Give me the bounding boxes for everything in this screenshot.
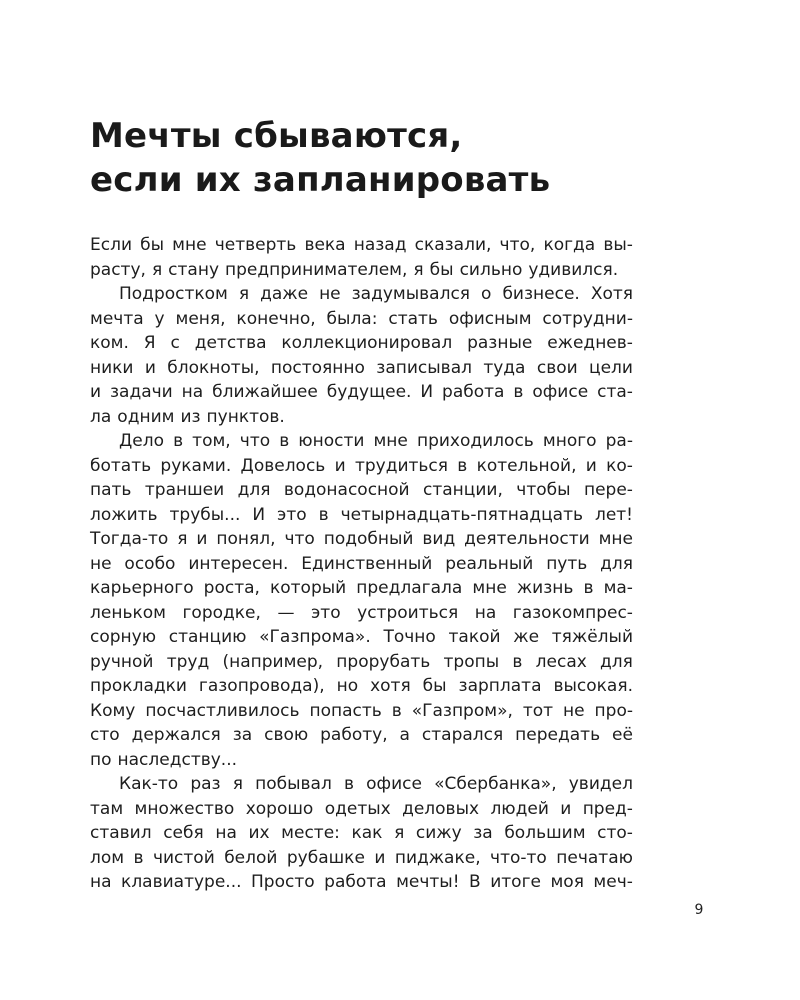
word: ко- xyxy=(606,455,633,476)
word: стать xyxy=(388,308,438,329)
word: побывал xyxy=(255,774,332,794)
word: в xyxy=(318,504,329,525)
text-line xyxy=(90,282,633,307)
word: сорную xyxy=(90,627,157,647)
word: же xyxy=(513,627,540,647)
word: разные xyxy=(467,333,533,353)
word: мечта xyxy=(90,308,144,329)
text-line xyxy=(90,723,633,748)
word: И xyxy=(252,504,266,525)
word: я xyxy=(151,259,163,280)
word: деятельности xyxy=(464,529,590,549)
word: на xyxy=(181,382,204,402)
word: Как-то xyxy=(119,774,179,794)
word: ежеднев- xyxy=(547,333,633,353)
text-line xyxy=(90,601,633,626)
word: их xyxy=(248,823,270,843)
word: вы- xyxy=(603,235,633,255)
word: что, xyxy=(499,235,536,255)
word: четверть xyxy=(214,235,297,255)
word: работу, xyxy=(320,725,388,745)
word: Я xyxy=(143,333,156,353)
word: там xyxy=(90,798,124,819)
word: стану xyxy=(168,259,220,280)
word: даже xyxy=(260,284,309,304)
word: устроиться xyxy=(357,602,459,623)
word: ботать xyxy=(90,455,152,476)
word: ставил xyxy=(90,823,152,843)
word: особо xyxy=(124,553,176,574)
word: тот xyxy=(522,700,554,721)
text-line xyxy=(90,331,633,356)
word: карьерного xyxy=(90,578,194,598)
word: для xyxy=(600,553,633,574)
word: ближайшее xyxy=(212,382,318,402)
word: Кому xyxy=(90,700,136,721)
word: в xyxy=(512,651,523,672)
word: сказали, xyxy=(414,235,492,255)
word: детства xyxy=(194,333,267,353)
word: о xyxy=(481,284,492,304)
word: мечты! xyxy=(396,872,460,892)
word: ручной xyxy=(90,651,154,672)
text-line xyxy=(90,772,633,797)
word: но xyxy=(336,676,359,696)
word: в xyxy=(391,700,402,721)
word: газопровода), xyxy=(198,676,325,696)
word: назад xyxy=(353,235,407,255)
word: из xyxy=(180,406,201,427)
word: месте: xyxy=(281,823,340,843)
word: Подростком xyxy=(119,284,228,304)
word: я xyxy=(238,284,250,304)
word: деловых xyxy=(402,798,480,819)
word: что xyxy=(284,529,315,549)
word: и xyxy=(196,529,208,549)
word: Тогда-то xyxy=(90,529,169,549)
word: задумывался xyxy=(351,284,471,304)
word: Единственный xyxy=(301,553,433,574)
word: понял, xyxy=(216,529,276,549)
word: мне xyxy=(373,431,408,451)
word: одетых xyxy=(324,798,391,819)
word: ложить xyxy=(90,504,158,525)
word: ма- xyxy=(603,578,633,598)
text-line xyxy=(90,429,633,454)
word: что-то xyxy=(490,847,547,868)
word: ники xyxy=(90,357,134,378)
word: на xyxy=(90,872,112,892)
word: конечно, xyxy=(236,308,316,329)
word: том, xyxy=(192,431,231,451)
word: в xyxy=(457,455,468,476)
word: руками. xyxy=(160,455,232,476)
word: пать xyxy=(90,480,132,500)
word: это xyxy=(277,504,307,525)
word: бы xyxy=(429,259,454,280)
word: в xyxy=(583,578,594,598)
word: бизнесе. xyxy=(502,284,580,304)
word: задачи xyxy=(110,382,173,402)
word: сто- xyxy=(597,823,633,843)
word: это xyxy=(310,602,341,623)
word: котельной, xyxy=(476,455,577,476)
word: мне xyxy=(472,578,507,598)
body-text xyxy=(90,233,633,895)
word: белой xyxy=(224,847,278,868)
word: старался xyxy=(421,725,504,745)
word: Просто xyxy=(251,872,315,892)
word: про- xyxy=(594,700,633,721)
word: не xyxy=(563,700,585,721)
word: как xyxy=(351,823,383,843)
word: работа xyxy=(442,382,505,402)
word: чистой xyxy=(152,847,215,868)
text-line xyxy=(90,503,633,528)
word: и xyxy=(560,798,572,819)
word: её xyxy=(612,725,633,745)
word: будущее. xyxy=(326,382,412,402)
word: ра- xyxy=(605,431,633,451)
text-line xyxy=(90,307,633,332)
word: который xyxy=(269,578,347,598)
word: я xyxy=(177,529,188,549)
word: станции, xyxy=(423,480,503,500)
text-line xyxy=(90,821,633,846)
word: юности xyxy=(298,431,365,451)
word: вид xyxy=(422,529,456,549)
word: (например, xyxy=(222,651,324,672)
word: в xyxy=(133,847,144,868)
word: роста, xyxy=(203,578,260,598)
text-line xyxy=(90,650,633,675)
word: была: xyxy=(326,308,378,329)
word: лом xyxy=(90,847,125,868)
word: Дело xyxy=(119,431,165,451)
word: хотя xyxy=(370,676,411,696)
word: меня, xyxy=(175,308,226,329)
word: постоянно xyxy=(270,357,365,378)
word: пунктов. xyxy=(206,406,285,427)
text-line xyxy=(90,674,633,699)
word: века xyxy=(304,235,346,255)
word: ста- xyxy=(597,382,633,402)
word: цели xyxy=(589,357,633,378)
word: интересен. xyxy=(188,553,289,574)
text-line xyxy=(90,478,633,503)
word: посчастливилось xyxy=(145,700,300,721)
word: — xyxy=(277,602,295,623)
word: в xyxy=(173,431,184,451)
word: и xyxy=(144,357,156,378)
text-line xyxy=(90,233,633,258)
text-line xyxy=(90,454,633,479)
word: бы xyxy=(140,235,165,255)
word: лесах xyxy=(535,651,587,672)
word: Если xyxy=(90,235,133,255)
word: газокомпрес- xyxy=(512,602,633,623)
word: труд xyxy=(166,651,210,672)
word: итоге xyxy=(490,872,541,892)
word: пиджаке, xyxy=(394,847,481,868)
word: сотрудни- xyxy=(542,308,633,329)
word: и xyxy=(90,382,102,402)
word: Точно xyxy=(383,627,436,647)
word: рубашке xyxy=(286,847,365,868)
word: сижу xyxy=(415,823,462,843)
word: хорошо xyxy=(245,798,314,819)
text-line xyxy=(90,527,633,552)
word: я xyxy=(394,823,405,843)
text-line xyxy=(90,258,633,283)
text-line xyxy=(90,625,633,650)
word: подобный xyxy=(323,529,414,549)
text-line xyxy=(90,405,633,430)
word: мне xyxy=(172,235,207,255)
text-line xyxy=(90,356,633,381)
word: свою xyxy=(264,725,309,745)
word: траншеи xyxy=(144,480,225,500)
word: когда xyxy=(543,235,596,255)
word: передать xyxy=(515,725,601,745)
text-line xyxy=(90,576,633,601)
word: прокладки xyxy=(90,676,187,696)
word: И xyxy=(420,382,434,402)
word: Хотя xyxy=(590,284,633,304)
word: мне xyxy=(598,529,633,549)
word: путь xyxy=(546,553,588,574)
word: много xyxy=(542,431,597,451)
word: станцию xyxy=(168,627,247,647)
word: я xyxy=(232,774,243,794)
word: и xyxy=(334,455,346,476)
page-number: 9 xyxy=(694,902,704,918)
word: для xyxy=(237,480,271,500)
text-line xyxy=(90,870,633,895)
word: жизнь xyxy=(516,578,574,598)
text-line xyxy=(90,748,633,773)
chapter-title-line-2: если их запланировать xyxy=(90,160,551,200)
word: а xyxy=(399,725,410,745)
word: предпринимателем, xyxy=(225,259,408,280)
word: множество xyxy=(134,798,235,819)
word: чтобы xyxy=(516,480,571,500)
chapter-title-line-1: Мечты сбываются, xyxy=(90,116,463,156)
word: свои xyxy=(536,357,578,378)
word: пред- xyxy=(582,798,633,819)
word: офисным xyxy=(448,308,532,329)
word: держался xyxy=(131,725,221,745)
word: блокноты, xyxy=(167,357,260,378)
word: четырнадцать-пятнадцать xyxy=(340,504,583,525)
word: сто xyxy=(90,725,120,745)
word: «Газпром», xyxy=(411,700,513,721)
word: реальный xyxy=(445,553,534,574)
word: за xyxy=(473,823,493,843)
word: попасть xyxy=(309,700,382,721)
word: и xyxy=(374,847,386,868)
word: и xyxy=(585,455,597,476)
word: на xyxy=(474,602,497,623)
word: расту, xyxy=(90,259,146,280)
word: за xyxy=(232,725,253,745)
word: Довелось xyxy=(240,455,326,476)
word: с xyxy=(170,333,180,353)
word: офисе xyxy=(366,774,422,794)
word: одним xyxy=(117,406,175,427)
text-line xyxy=(90,552,633,577)
word: клавиатуре... xyxy=(121,872,242,892)
word: «Газпрома». xyxy=(259,627,371,647)
word: офисе xyxy=(532,382,589,402)
word: печатаю xyxy=(556,847,633,868)
word: прорубать xyxy=(336,651,431,672)
word: себя xyxy=(163,823,204,843)
word: что xyxy=(239,431,271,451)
word: «Сбербанка», xyxy=(434,774,557,794)
word: городке, xyxy=(182,602,261,623)
word: удивился. xyxy=(528,259,619,280)
word: такой xyxy=(448,627,501,647)
word: записывал xyxy=(376,357,472,378)
word: по xyxy=(90,749,112,770)
word: в xyxy=(279,431,290,451)
word: в xyxy=(513,382,524,402)
chapter-title xyxy=(90,114,710,202)
word: ком. xyxy=(90,333,129,353)
word: людей xyxy=(490,798,549,819)
word: предлагала xyxy=(356,578,463,598)
word: приходилось xyxy=(416,431,534,451)
word: бы xyxy=(422,676,447,696)
word: тяжёлый xyxy=(551,627,633,647)
word: на xyxy=(215,823,237,843)
word: наследству... xyxy=(117,749,238,770)
word: для xyxy=(600,651,633,672)
word: трубы... xyxy=(169,504,241,525)
text-line xyxy=(90,797,633,822)
word: трудиться xyxy=(354,455,449,476)
word: меч- xyxy=(593,872,633,892)
word: в xyxy=(343,774,355,794)
word: коллекционировал xyxy=(281,333,453,353)
word: леньком xyxy=(90,602,166,623)
word: у xyxy=(154,308,165,329)
text-line xyxy=(90,846,633,871)
word: моя xyxy=(550,872,584,892)
word: лет! xyxy=(594,504,633,525)
word: большим xyxy=(504,823,586,843)
word: увидел xyxy=(568,774,633,794)
word: тропы xyxy=(443,651,500,672)
text-line xyxy=(90,380,633,405)
word: водонасосной xyxy=(283,480,410,500)
word: не xyxy=(319,284,341,304)
word: сильно xyxy=(459,259,523,280)
word: высокая. xyxy=(553,676,633,696)
word: я xyxy=(413,259,424,280)
word: пере- xyxy=(583,480,633,500)
word: ла xyxy=(90,406,112,427)
word: туда xyxy=(483,357,526,378)
word: работа xyxy=(324,872,387,892)
word: раз xyxy=(190,774,221,794)
text-line xyxy=(90,699,633,724)
word: зарплата xyxy=(458,676,542,696)
word: не xyxy=(90,553,112,574)
word: В xyxy=(469,872,481,892)
